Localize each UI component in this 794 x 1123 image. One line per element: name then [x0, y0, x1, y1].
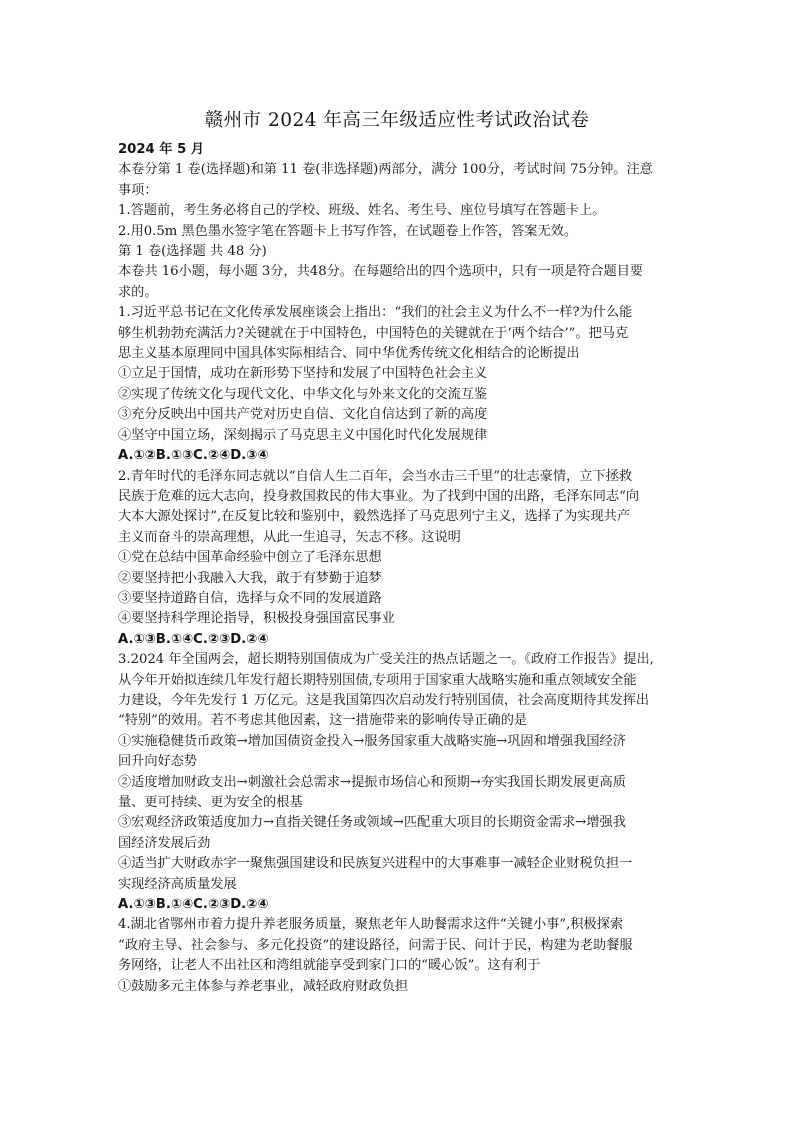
notes-block — [118, 201, 686, 242]
question-stem-line: “特别”的效用。若不考虑其他因素，这一措施带来的影响传导正确的是 — [118, 713, 528, 729]
question-option: ④要坚持科学理论指导，积极投身强国富民事业 — [118, 611, 395, 627]
question-stem-line: 3.2024 年全国两会，超长期特别国债成为广受关注的热点话题之一。《政府工作报告》提出, — [118, 652, 654, 668]
question-option: 量、更可持续、更为安全的根基 — [118, 795, 303, 810]
section-desc-line: 求的。 — [118, 284, 158, 300]
question-option: ③宏观经济政策适度加力→直指关键任务或领域→匹配重大项目的长期资金需求→增强我 — [118, 815, 626, 831]
question-option: ③充分反映出中国共产党对历史自信、文化自信达到了新的高度 — [118, 407, 488, 423]
question-stem-line: 1.习近平总书记在文化传承发展座谈会上指出：“我们的社会主义为什么不一样?为什么能 — [118, 305, 633, 321]
question-option: ②要坚持把小我融入大我，敢于有梦勤于追梦 — [118, 570, 382, 586]
question-option: ④坚守中国立场，深刻揭示了马克思主义中国化时代化发展规律 — [118, 427, 488, 443]
question-option: ①实施稳健货币政策→增加国债资金投入→服务国家重大战略实施→巩固和增强我国经济 — [118, 733, 626, 749]
question-option: 回升向好态势 — [118, 754, 198, 770]
question-option: ③要坚持道路自信，选择与众不同的发展道路 — [118, 590, 382, 606]
exam-date: 2024 年 5 月 — [118, 142, 205, 157]
answer-choices: A.①③B.①④C.②③D.②④ — [118, 897, 269, 913]
intro-line: 本卷分第 1 卷(选择题)和第 11 卷(非选择题)两部分，满分 100分，考试时间 75分钟。注意 — [118, 162, 653, 178]
question-stem-line: 2.青年时代的毛泽东同志就以“自信人生二百年，会当水击三千里”的壮志豪情，立下拯救 — [118, 468, 632, 484]
question-2 — [118, 467, 686, 651]
question-option: ①立足于国情，成功在新形势下坚持和发展了中国特色社会主义 — [118, 366, 488, 382]
question-option: ①党在总结中国革命经验中创立了毛泽东思想 — [118, 550, 382, 566]
intro-block — [118, 160, 686, 201]
question-stem-line: 4.湖北省鄂州市着力提升养老服务质量，聚焦老年人助餐需求这件“关键小事”,积极探索 — [118, 917, 624, 933]
question-option: ②实现了传统文化与现代文化、中华文化与外来文化的交流互鉴 — [118, 386, 488, 402]
question-option: ①鼓励多元主体参与养老事业，减轻政府财政负担 — [118, 978, 409, 994]
question-option: 国经济发展后劲 — [118, 835, 211, 851]
note-line: 2.用0.5m 黑色墨水签字笔在答题卡上书写作答，在试题卷上作答，答案无效。 — [118, 223, 578, 239]
question-3 — [118, 650, 686, 915]
question-option: 实现经济高质量发展 — [118, 876, 237, 892]
answer-choices: A.①③B.①④C.②③D.②④ — [118, 631, 269, 647]
question-stem-line: 从今年开始拟连续几年发行超长期特别国债,专项用于国家重大战略实施和重点领域安全能 — [118, 672, 637, 688]
intro-line: 事项： — [118, 182, 158, 198]
question-option: ④适当扩大财政赤字一聚焦强国建设和民族复兴进程中的大事难事一减轻企业财税负担一 — [118, 856, 633, 872]
question-stem-line: “政府主导、社会参与、多元化投资”的建设路径，问需于民、问计于民，构建为老助餐服 — [118, 937, 633, 953]
section-heading: 第 1 卷(选择题 共 48 分) — [118, 244, 267, 260]
answer-choices: A.①②B.①③C.②④D.③④ — [118, 448, 269, 464]
page-title: 赣州市 2024 年高三年级适应性考试政治试卷 — [204, 110, 590, 131]
exam-body — [118, 140, 686, 997]
question-1 — [118, 303, 686, 466]
question-stem-line: 务网络，让老人不出社区和湾组就能享受到家门口的“暖心饭”。这有利于 — [118, 958, 541, 974]
question-stem-line: 主义而奋斗的崇高理想，从此一生追寻，矢志不移。这说明 — [118, 529, 461, 545]
question-option: ②适度增加财政支出→刺激社会总需求→提振市场信心和预期→夯实我国长期发展更高质 — [118, 774, 626, 790]
question-stem-line: 力建设，今年先发行 1 万亿元。这是我国第四次启动发行特别国债，社会高度期待其发挥出 — [118, 692, 650, 708]
section-desc-line: 本卷共 16小题，每小题 3分，共48分。在每题给出的四个选项中，只有一项是符合题目要 — [118, 264, 644, 280]
question-stem-line: 够生机勃勃充满活力?关键就在于中国特色，中国特色的关键就在于‘两个结合’”。把马克 — [118, 325, 629, 341]
question-stem-line: 思主义基本原理同中国具体实际相结合、同中华优秀传统文化相结合的论断提出 — [118, 346, 580, 362]
question-stem-line: 民族于危难的远大志向，投身救国救民的伟大事业。为了找到中国的出路，毛泽东同志“向 — [118, 488, 640, 504]
question-4 — [118, 915, 686, 997]
note-line: 1.答题前，考生务必将自己的学校、班级、姓名、考生号、座位号填写在答题卡上。 — [118, 203, 606, 219]
question-stem-line: 大本大源处探讨”,在反复比较和鉴别中，毅然选择了马克思列宁主义，选择了为实现共产 — [118, 509, 631, 525]
